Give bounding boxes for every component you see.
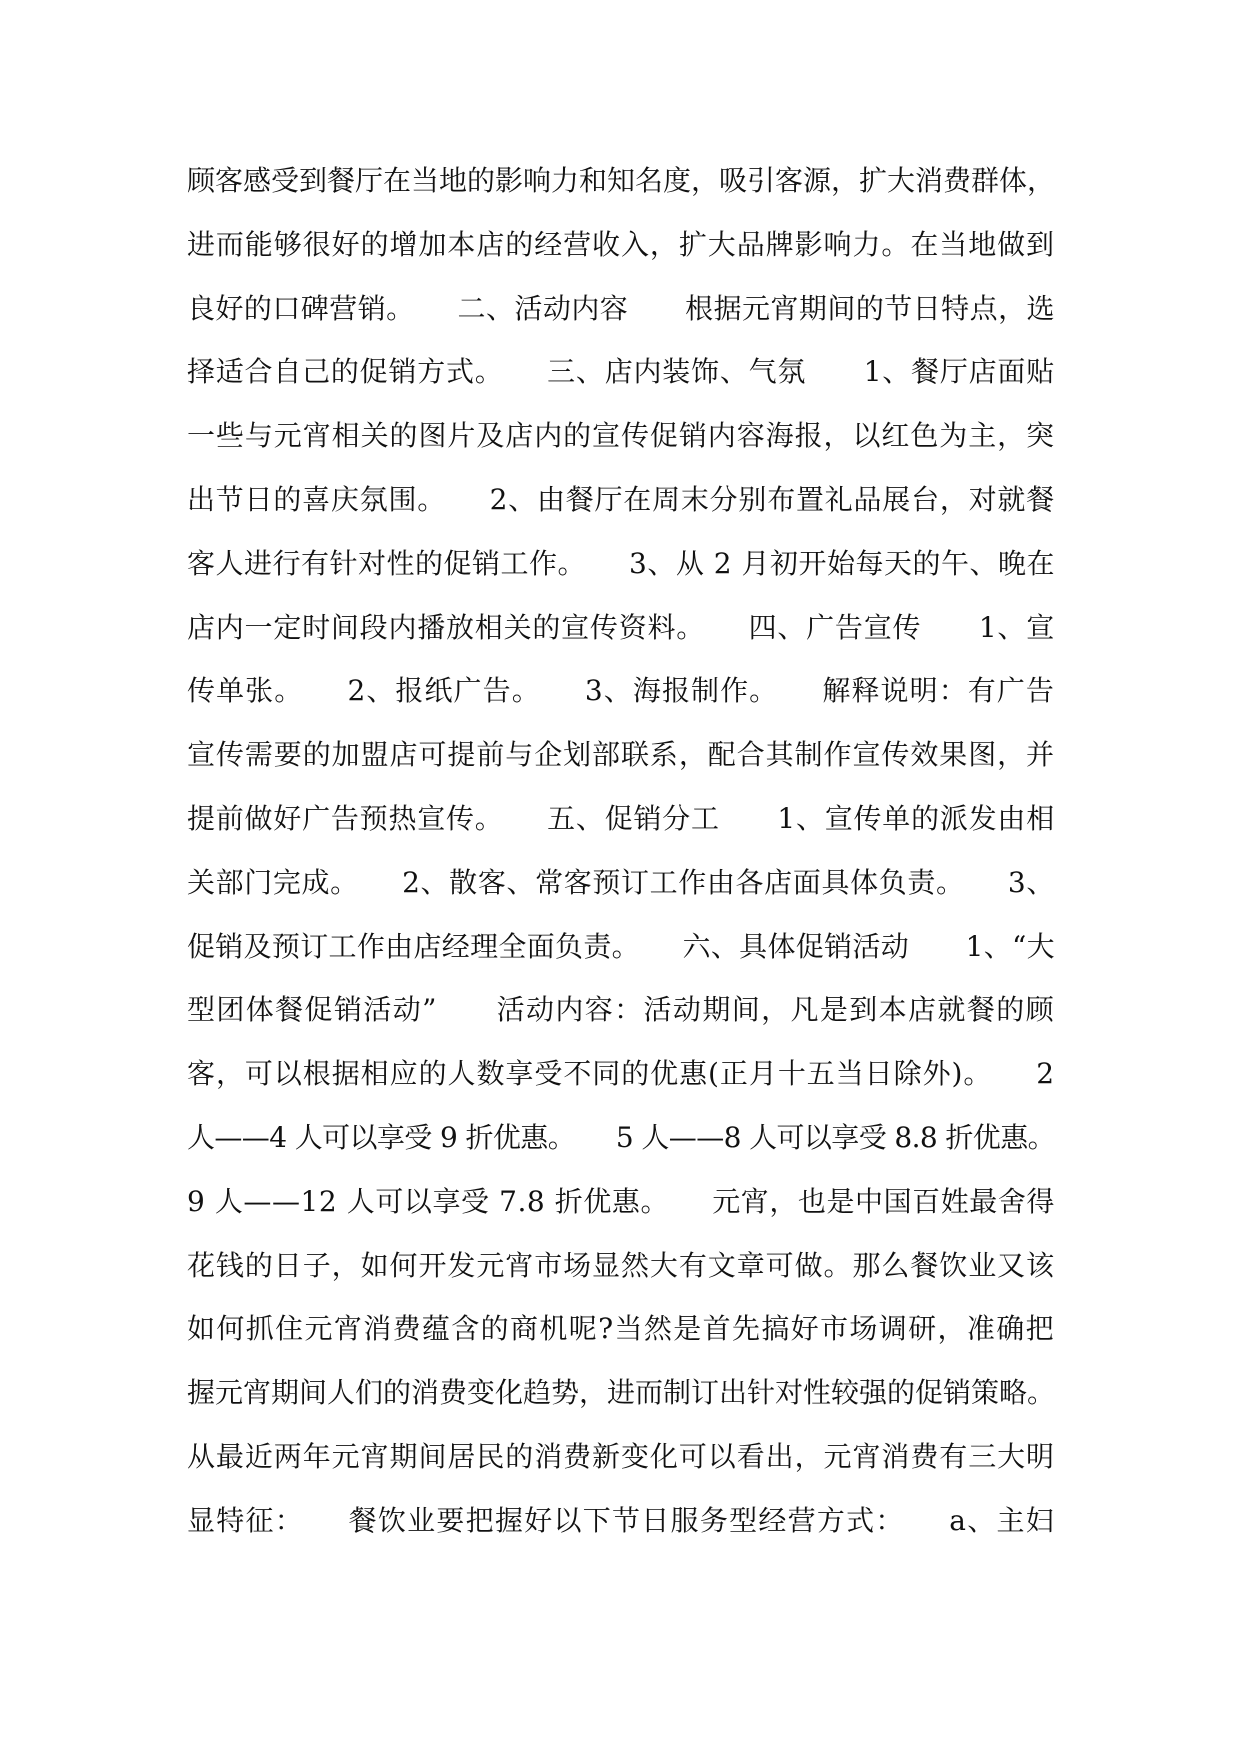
text-line — [187, 851, 1055, 915]
text-line — [187, 659, 1055, 723]
text-line — [187, 723, 1055, 787]
text-line-content: 传单张。 2、报纸广告。 3、海报制作。 解释说明：有广告 — [187, 674, 1055, 708]
text-line — [187, 277, 1055, 341]
text-line — [187, 1106, 1055, 1170]
text-line — [187, 978, 1055, 1042]
text-line-content: 提前做好广告预热宣传。 五、促销分工 1、宣传单的派发由相 — [187, 801, 1055, 835]
text-line — [187, 915, 1055, 979]
text-line-content: 9 人——12 人可以享受 7.8 折优惠。 元宵，也是中国百姓最舍得 — [187, 1184, 1055, 1218]
text-line — [187, 1234, 1055, 1298]
text-line — [187, 1361, 1055, 1425]
text-line — [187, 468, 1055, 532]
text-line — [187, 340, 1055, 404]
text-line — [187, 404, 1055, 468]
text-line — [187, 1042, 1055, 1106]
text-line — [187, 596, 1055, 660]
text-line-content: 人——4 人可以享受 9 折优惠。 5 人——8 人可以享受 8.8 折优惠。 — [187, 1120, 1055, 1154]
text-line — [187, 787, 1055, 851]
text-line-content: 进而能够很好的增加本店的经营收入，扩大品牌影响力。在当地做到 — [187, 227, 1055, 261]
text-line-content: 关部门完成。 2、散客、常客预订工作由各店面具体负责。 3、 — [187, 865, 1055, 899]
text-line-content: 花钱的日子，如何开发元宵市场显然大有文章可做。那么餐饮业又该 — [187, 1248, 1055, 1282]
text-line-content: 店内一定时间段内播放相关的宣传资料。 四、广告宣传 1、宣 — [187, 610, 1055, 644]
text-line-content: 如何抓住元宵消费蕴含的商机呢?当然是首先搞好市场调研，准确把 — [187, 1312, 1055, 1346]
text-line — [187, 532, 1055, 596]
text-line-content: 握元宵期间人们的消费变化趋势，进而制订出针对性较强的促销策略。 — [187, 1376, 1055, 1410]
text-line-content: 型团体餐促销活动” 活动内容：活动期间，凡是到本店就餐的顾 — [187, 993, 1055, 1027]
body-text — [187, 149, 1055, 1553]
text-line-content: 客人进行有针对性的促销工作。 3、从 2 月初开始每天的午、晚在 — [187, 546, 1055, 580]
text-line — [187, 1425, 1055, 1489]
text-line-content: 顾客感受到餐厅在当地的影响力和知名度，吸引客源，扩大消费群体， — [187, 164, 1055, 197]
text-line-content: 显特征： 餐饮业要把握好以下节日服务型经营方式： a、主妇 — [187, 1503, 1055, 1537]
text-line-content: 宣传需要的加盟店可提前与企划部联系，配合其制作宣传效果图，并 — [187, 738, 1055, 772]
text-line — [187, 1170, 1055, 1234]
text-line-content: 从最近两年元宵期间居民的消费新变化可以看出，元宵消费有三大明 — [187, 1439, 1055, 1473]
text-line-content: 出节日的喜庆氛围。 2、由餐厅在周末分别布置礼品展台，对就餐 — [187, 482, 1055, 516]
text-line-content: 一些与元宵相关的图片及店内的宣传促销内容海报，以红色为主，突 — [187, 419, 1055, 453]
text-line — [187, 1489, 1055, 1553]
text-line-content: 择适合自己的促销方式。 三、店内装饰、气氛 1、餐厅店面贴 — [187, 355, 1055, 389]
text-line — [187, 1297, 1055, 1361]
text-line-content: 客，可以根据相应的人数享受不同的优惠(正月十五当日除外)。 2 — [187, 1057, 1055, 1091]
text-line-content: 促销及预订工作由店经理全面负责。 六、具体促销活动 1、“大 — [187, 929, 1055, 963]
text-line — [187, 213, 1055, 277]
text-line — [187, 149, 1055, 213]
text-line-content: 良好的口碑营销。 二、活动内容 根据元宵期间的节日特点，选 — [187, 291, 1055, 325]
